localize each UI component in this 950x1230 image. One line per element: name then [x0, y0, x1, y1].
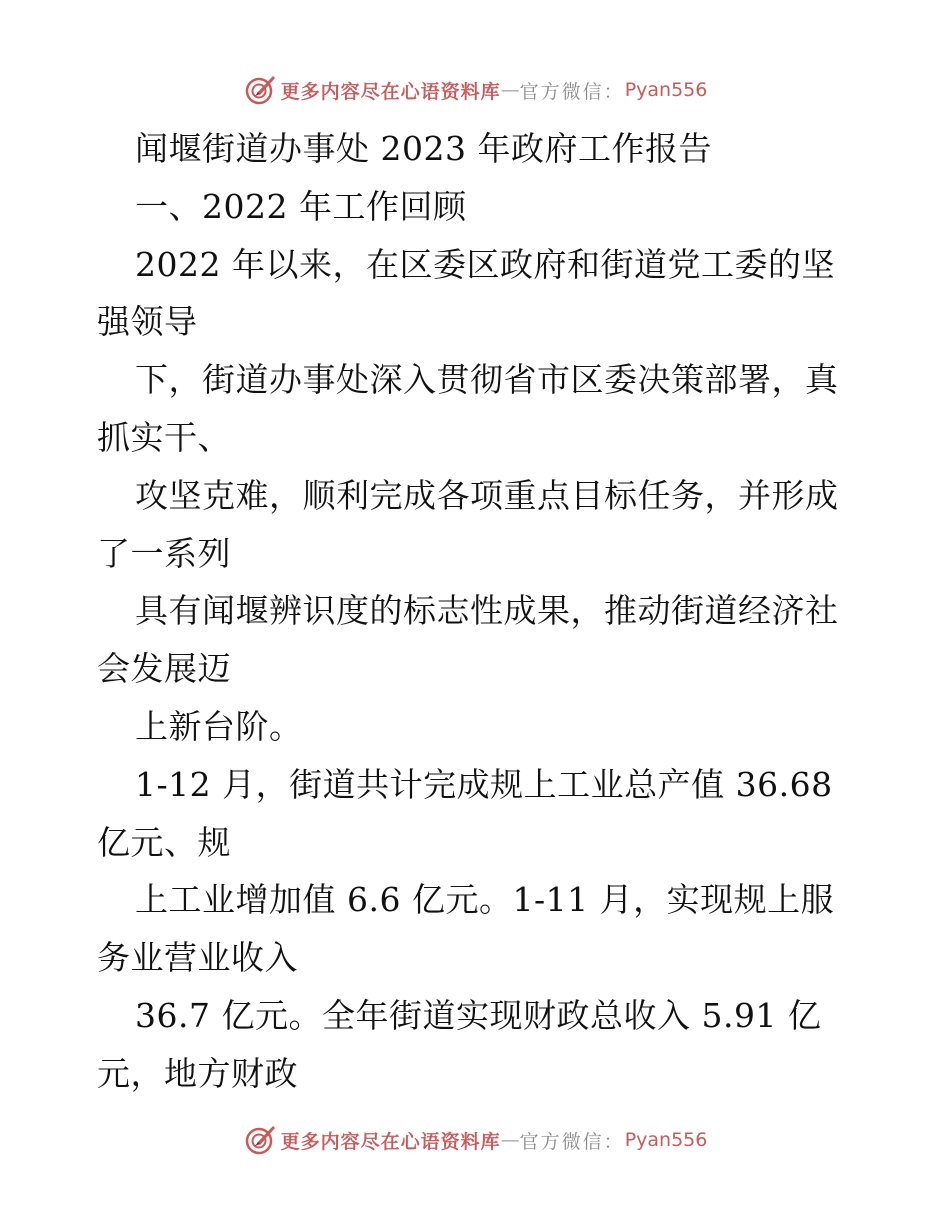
text-line: 攻坚克难，顺利完成各项重点目标任务，并形成: [135, 475, 839, 515]
header-watermark-banner: [0, 70, 950, 110]
text-line: 下，街道办事处深入贯彻省市区委决策部署，真: [135, 360, 839, 400]
text-line: 强领导: [97, 302, 198, 342]
text-line: 抓实干、: [97, 417, 231, 457]
text-line: 亿元、规: [97, 822, 231, 862]
document-body: [97, 120, 857, 1103]
banner-dash: —: [500, 1129, 520, 1151]
text-line: 了一系列: [97, 533, 231, 573]
text-line: 上新台阶。: [135, 706, 303, 746]
text-line: 36.7 亿元。全年街道实现财政总收入 5.91 亿: [135, 995, 822, 1035]
banner-official-label: 官方微信：: [519, 1130, 625, 1153]
banner-dash: —: [500, 79, 520, 101]
text-line: 元，地方财政: [97, 1053, 298, 1093]
banner-main-text: 更多内容尽在心语资料库: [280, 80, 501, 103]
banner-main-text: 更多内容尽在心语资料库: [280, 1130, 501, 1153]
banner-wechat-id: Pyan556: [624, 79, 708, 101]
quill-seal-icon: [243, 73, 277, 107]
text-line: 2022 年以来，在区委区政府和街道党工委的坚: [135, 244, 835, 284]
quill-seal-icon: [243, 1123, 277, 1157]
text-line: 具有闻堰辨识度的标志性成果，推动街道经济社: [135, 591, 839, 631]
text-line: 会发展迈: [97, 649, 231, 689]
footer-watermark-banner: [0, 1120, 950, 1160]
text-line: 1-12 月，街道共计完成规上工业总产值 36.68: [135, 764, 833, 804]
text-line: 务业营业收入: [97, 938, 298, 978]
banner-official-label: 官方微信：: [519, 80, 625, 103]
banner-wechat-id: Pyan556: [624, 1129, 708, 1151]
text-line: 上工业增加值 6.6 亿元。1-11 月，实现规上服: [135, 880, 835, 920]
text-line: 闻堰街道办事处 2023 年政府工作报告: [135, 129, 712, 168]
text-line: 一、2022 年工作回顾: [135, 186, 467, 226]
